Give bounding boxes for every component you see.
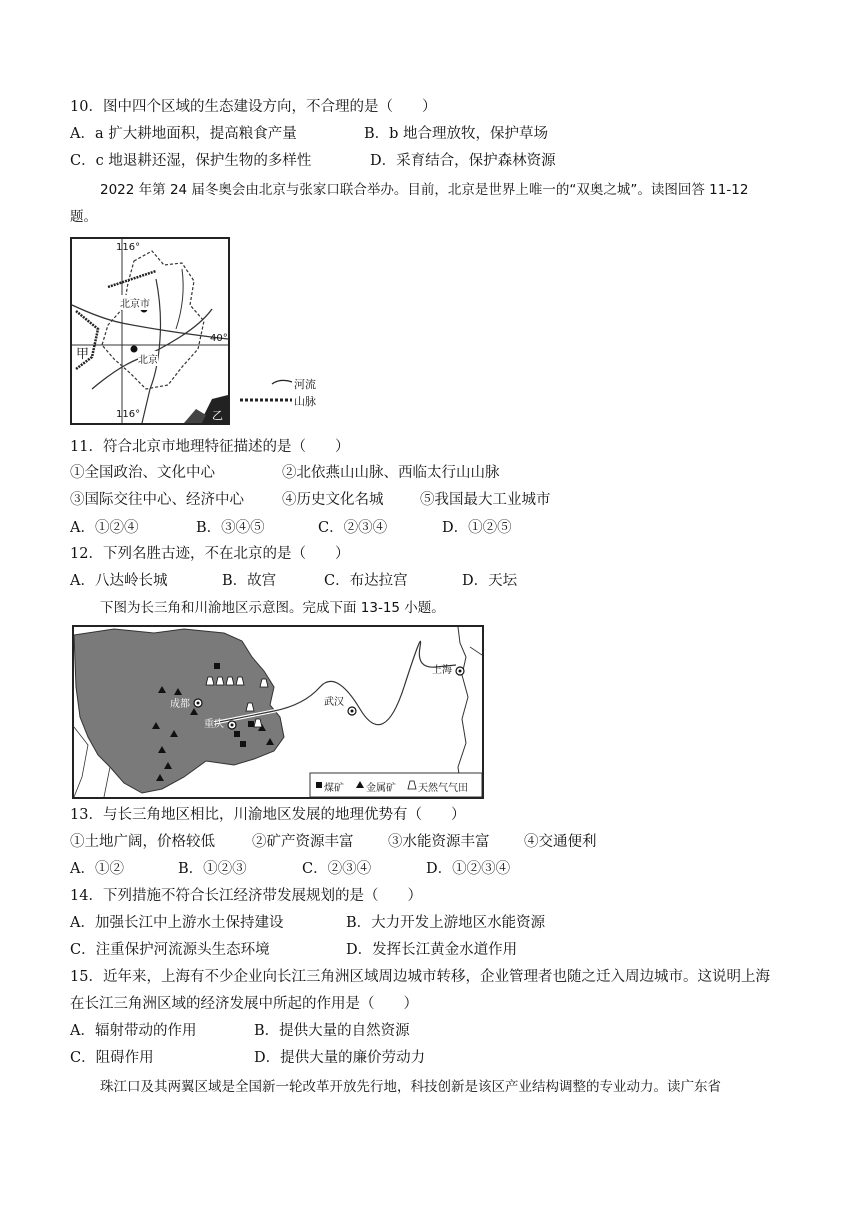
lat-label: 40°: [210, 333, 228, 344]
map-label-chengdu: 成都: [170, 699, 190, 710]
q12-option-c: C．布达拉宫: [324, 573, 408, 589]
q15-option-a: A．辐射带动的作用: [70, 1023, 197, 1039]
yangtze-map-drawing: [74, 627, 482, 797]
q13-stem: 13．与长三角地区相比，川渝地区发展的地理优势有（ ）: [70, 807, 466, 823]
q14-option-d: D．发挥长江黄金水道作用: [346, 942, 518, 958]
q14-stem: 14．下列措施不符合长江经济带发展规划的是（ ）: [70, 888, 422, 904]
intro-13-15: 下图为长三角和川渝地区示意图。完成下面 13-15 小题。: [100, 600, 445, 616]
q11-option-b: B．③④⑤: [196, 520, 265, 536]
legend-gas-label: 天然气气田: [418, 783, 468, 794]
q10-stem: 10．图中四个区域的生态建设方向，不合理的是（ ）: [70, 99, 437, 115]
q15-stem-line2: 在长江三角洲区域的经济发展中所起的作用是（ ）: [70, 996, 418, 1012]
q11-statement-5: ⑤我国最大工业城市: [420, 492, 551, 508]
legend-river-label: 河流: [294, 378, 316, 391]
q13-statement-1: ①土地广阔，价格较低: [70, 834, 215, 850]
intro-next: 珠江口及其两翼区域是全国新一轮改革开放先行地，科技创新是该区产业结构调整的专业动力。读广东省: [100, 1079, 721, 1095]
q14-option-b: B．大力开发上游地区水能资源: [346, 915, 546, 931]
beijing-map-drawing: [72, 239, 228, 423]
intro-11-12-line2: 题。: [70, 209, 97, 225]
q10-option-a: A．a 扩大耕地面积，提高粮食产量: [70, 126, 297, 142]
beijing-map-legend: [234, 376, 334, 412]
lon-label-bottom: 116°: [116, 409, 141, 420]
map-label-shanghai: 上海: [432, 665, 452, 676]
q13-statement-3: ③水能资源丰富: [388, 834, 490, 850]
intro-11-12-line1: 2022 年第 24 届冬奥会由北京与张家口联合举办。目前，北京是世界上唯一的“双奥之城”。读图回答 11-12: [100, 182, 749, 198]
q11-stem: 11．符合北京市地理特征描述的是（ ）: [70, 439, 350, 455]
q13-option-b: B．①②③: [178, 861, 247, 877]
q10-option-c: C．c 地退耕还湿，保护生物的多样性: [70, 153, 312, 169]
lon-label-top: 116°: [116, 242, 141, 253]
legend-metal-label: 金属矿: [366, 783, 396, 794]
q12-option-d: D．天坛: [462, 573, 518, 589]
beijing-map: [70, 237, 230, 425]
yangtze-map: [72, 625, 484, 799]
legend-coal-label: 煤矿: [324, 783, 344, 794]
q13-statement-2: ②矿产资源丰富: [252, 834, 354, 850]
q13-option-c: C．②③④: [302, 861, 372, 877]
q10-option-b: B．b 地合理放牧，保护草场: [364, 126, 549, 142]
q11-statement-2: ②北依燕山山脉、西临太行山山脉: [282, 465, 500, 481]
map-label-chongqing: 重庆: [204, 719, 224, 730]
q13-option-a: A．①②: [70, 861, 124, 877]
legend-mountain-label: 山脉: [294, 395, 316, 408]
q11-statement-1: ①全国政治、文化中心: [70, 465, 215, 481]
q15-stem-line1: 15．近年来，上海有不少企业向长江三角洲区域周边城市转移，企业管理者也随之迁入周边城市。这说明上海: [70, 969, 770, 985]
q14-option-c: C．注重保护河流源头生态环境: [70, 942, 270, 958]
map-label-beijing-municipality: 北京市: [120, 295, 150, 310]
q12-option-a: A．八达岭长城: [70, 573, 168, 589]
map-label-wuhan: 武汉: [324, 697, 344, 708]
q14-option-a: A．加强长江中上游水土保持建设: [70, 915, 284, 931]
q10-option-d: D．采育结合，保护森林资源: [370, 153, 556, 169]
q12-option-b: B．故宫: [222, 573, 277, 589]
q11-option-c: C．②③④: [318, 520, 388, 536]
map-label-jia: 甲: [76, 347, 90, 362]
q15-option-d: D．提供大量的廉价劳动力: [254, 1050, 426, 1066]
q15-option-c: C．阻碍作用: [70, 1050, 154, 1066]
q13-statement-4: ④交通便利: [524, 834, 597, 850]
q15-option-b: B．提供大量的自然资源: [254, 1023, 410, 1039]
q13-option-d: D．①②③④: [426, 861, 511, 877]
q12-stem: 12．下列名胜古迹，不在北京的是（ ）: [70, 546, 350, 562]
legend-symbols: [234, 376, 294, 412]
q11-option-a: A．①②④: [70, 520, 139, 536]
q11-statement-3: ③国际交往中心、经济中心: [70, 492, 244, 508]
map-label-yi: 乙: [212, 409, 223, 422]
map-label-beijing: 北京: [138, 351, 158, 366]
q11-statement-4: ④历史文化名城: [282, 492, 384, 508]
q11-option-d: D．①②⑤: [442, 520, 512, 536]
